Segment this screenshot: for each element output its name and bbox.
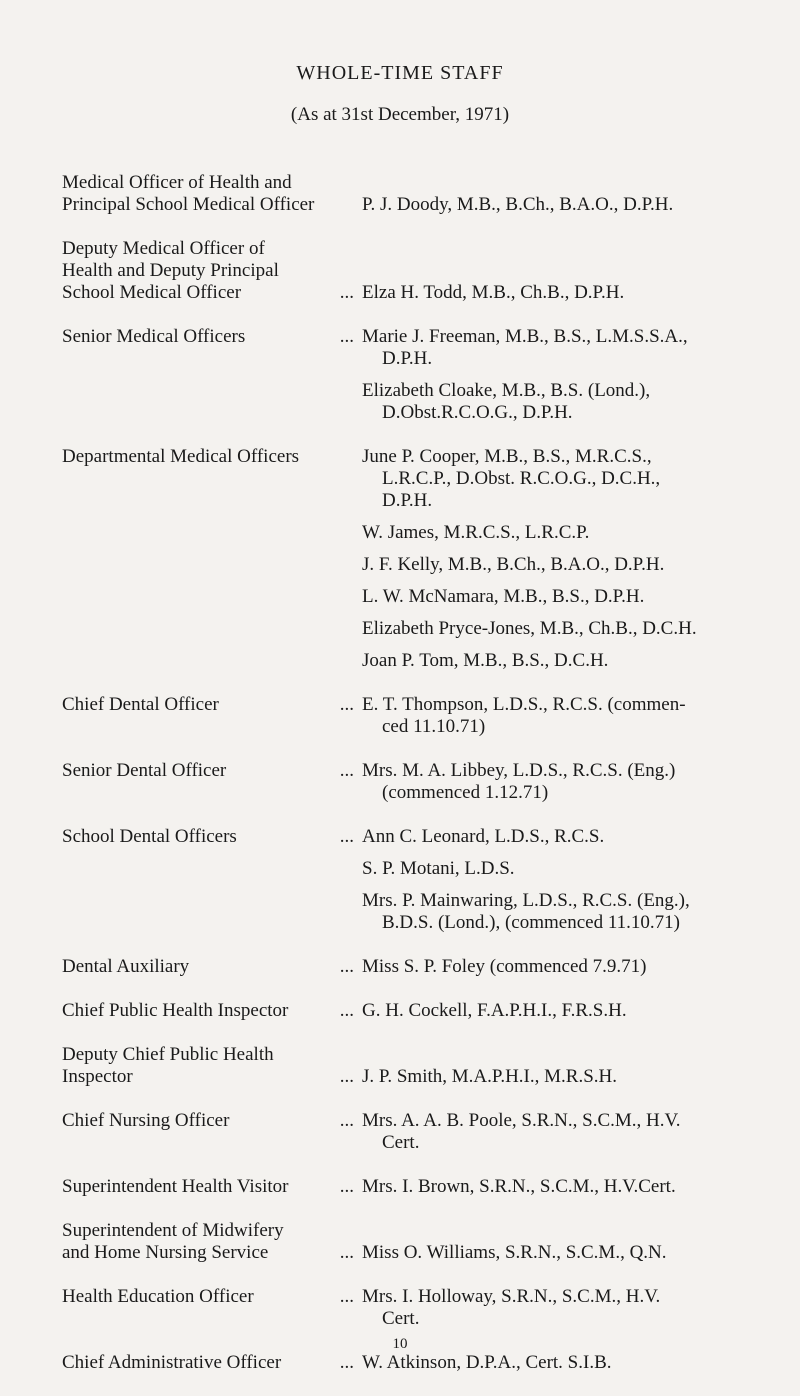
staff-person — [362, 446, 778, 512]
person-line: J. F. Kelly, M.B., B.Ch., B.A.O., D.P.H. — [362, 554, 665, 575]
person-line: June P. Cooper, M.B., B.S., M.R.C.S., — [362, 446, 652, 467]
person-line: L.R.C.P., D.Obst. R.C.O.G., D.C.H., — [382, 468, 661, 489]
person-line: Marie J. Freeman, M.B., B.S., L.M.S.S.A., — [362, 326, 688, 347]
staff-entry — [62, 1000, 778, 1022]
role-line-last — [62, 446, 362, 468]
staff-people — [362, 1000, 778, 1022]
staff-person — [362, 326, 778, 370]
role-line-last — [62, 1286, 362, 1308]
role-line: and Home Nursing Service — [62, 1242, 269, 1263]
staff-person — [362, 554, 778, 576]
role-line-last — [62, 326, 362, 348]
person-line: Elza H. Todd, M.B., Ch.B., D.P.H. — [362, 282, 625, 303]
role-line-last — [62, 194, 362, 216]
staff-person — [362, 1242, 778, 1264]
person-line: Joan P. Tom, M.B., B.S., D.C.H. — [362, 650, 609, 671]
person-line: D.Obst.R.C.O.G., D.P.H. — [382, 402, 573, 423]
role-line: School Dental Officers — [62, 826, 237, 847]
role-line: Health Education Officer — [62, 1286, 254, 1307]
staff-person — [362, 1066, 778, 1088]
staff-person — [362, 282, 778, 304]
staff-role — [62, 1286, 362, 1308]
role-line: School Medical Officer — [62, 282, 242, 303]
person-line: S. P. Motani, L.D.S. — [362, 858, 515, 879]
staff-people — [362, 172, 778, 216]
staff-person — [362, 890, 778, 934]
staff-role — [62, 1176, 362, 1198]
person-line: D.P.H. — [382, 348, 433, 369]
person-line: (commenced 1.12.71) — [382, 782, 549, 803]
staff-role — [62, 1000, 362, 1022]
role-line: Chief Administrative Officer — [62, 1352, 282, 1373]
role-line: Superintendent of Midwifery — [62, 1220, 284, 1241]
staff-people — [362, 1286, 778, 1330]
staff-person — [362, 858, 778, 880]
leader-dots: ... — [339, 1066, 354, 1087]
staff-person — [362, 522, 778, 544]
staff-entry — [62, 1044, 778, 1088]
leader-dots: ... — [339, 1286, 354, 1307]
staff-people — [362, 956, 778, 978]
person-line: Mrs. I. Holloway, S.R.N., S.C.M., H.V. — [362, 1286, 661, 1307]
role-line: Chief Public Health Inspector — [62, 1000, 289, 1021]
staff-person — [362, 826, 778, 848]
role-line-last — [62, 760, 362, 782]
leader-dots: ... — [339, 1176, 354, 1197]
leader-dots: ... — [339, 956, 354, 977]
staff-people — [362, 694, 778, 738]
staff-person — [362, 1000, 778, 1022]
staff-people — [362, 1110, 778, 1154]
staff-person — [362, 1352, 778, 1374]
staff-role — [62, 1220, 362, 1264]
role-line: Dental Auxiliary — [62, 956, 190, 977]
staff-entry — [62, 172, 778, 216]
role-line: Departmental Medical Officers — [62, 446, 300, 467]
staff-people — [362, 1220, 778, 1264]
person-line: Miss O. Williams, S.R.N., S.C.M., Q.N. — [362, 1242, 667, 1263]
staff-role — [62, 238, 362, 304]
staff-role — [62, 172, 362, 216]
staff-people — [362, 1044, 778, 1088]
staff-people — [362, 1352, 778, 1374]
leader-dots: ... — [339, 760, 354, 781]
page-subtitle: (As at 31st December, 1971) — [290, 104, 510, 125]
staff-entry — [62, 238, 778, 304]
staff-role — [62, 326, 362, 348]
staff-person — [362, 1110, 778, 1154]
staff-role — [62, 1044, 362, 1088]
staff-entry — [62, 1286, 778, 1330]
role-line: Superintendent Health Visitor — [62, 1176, 289, 1197]
person-line: Cert. — [382, 1308, 420, 1329]
leader-dots: ... — [339, 1000, 354, 1021]
role-line: Senior Dental Officer — [62, 760, 227, 781]
staff-person — [362, 194, 778, 216]
leader-dots: ... — [339, 282, 354, 303]
leader-dots: ... — [339, 694, 354, 715]
staff-entry — [62, 1220, 778, 1264]
staff-role — [62, 694, 362, 716]
person-line: ced 11.10.71) — [382, 716, 486, 737]
staff-people — [362, 446, 778, 672]
staff-person — [362, 760, 778, 804]
person-line: Mrs. M. A. Libbey, L.D.S., R.C.S. (Eng.) — [362, 760, 676, 781]
leader-dots: ... — [339, 326, 354, 347]
role-line-last — [62, 1110, 362, 1132]
role-line: Chief Dental Officer — [62, 694, 219, 715]
staff-person — [362, 694, 778, 738]
staff-person — [362, 380, 778, 424]
staff-role — [62, 760, 362, 782]
staff-person — [362, 956, 778, 978]
staff-role — [62, 826, 362, 848]
staff-role — [62, 1352, 362, 1374]
role-line: Chief Nursing Officer — [62, 1110, 230, 1131]
staff-list — [62, 172, 778, 1396]
role-line-last — [62, 1352, 362, 1374]
staff-entry — [62, 1352, 778, 1374]
staff-entry — [62, 694, 778, 738]
staff-people — [362, 326, 778, 424]
staff-role — [62, 1110, 362, 1132]
person-line: Mrs. P. Mainwaring, L.D.S., R.C.S. (Eng.), — [362, 890, 690, 911]
staff-person — [362, 1286, 778, 1330]
person-line: Mrs. I. Brown, S.R.N., S.C.M., H.V.Cert. — [362, 1176, 676, 1197]
leader-dots — [299, 446, 362, 468]
person-line: P. J. Doody, M.B., B.Ch., B.A.O., D.P.H. — [362, 194, 674, 215]
staff-entry — [62, 1110, 778, 1154]
staff-person — [362, 1176, 778, 1198]
role-line: Senior Medical Officers — [62, 326, 246, 347]
role-line-last — [62, 956, 362, 978]
person-line: G. H. Cockell, F.A.P.H.I., F.R.S.H. — [362, 1000, 627, 1021]
role-line-last — [62, 1242, 362, 1264]
leader-dots: ... — [339, 1242, 354, 1263]
person-line: Mrs. A. A. B. Poole, S.R.N., S.C.M., H.V. — [362, 1110, 681, 1131]
person-line: W. James, M.R.C.S., L.R.C.P. — [362, 522, 590, 543]
staff-person — [362, 650, 778, 672]
person-line: Cert. — [382, 1132, 420, 1153]
role-line: Health and Deputy Principal — [62, 260, 279, 281]
person-line: Elizabeth Cloake, M.B., B.S. (Lond.), — [362, 380, 651, 401]
role-line: Deputy Chief Public Health — [62, 1044, 274, 1065]
role-line-last — [62, 282, 362, 304]
staff-entry — [62, 446, 778, 672]
person-line: E. T. Thompson, L.D.S., R.C.S. (commen- — [362, 694, 686, 715]
role-line-last — [62, 1066, 362, 1088]
person-line: Elizabeth Pryce-Jones, M.B., Ch.B., D.C.H. — [362, 618, 697, 639]
staff-entry — [62, 1176, 778, 1198]
person-line: Miss S. P. Foley (commenced 7.9.71) — [362, 956, 647, 977]
staff-entry — [62, 826, 778, 934]
page-number: 10 — [392, 1336, 408, 1352]
staff-role — [62, 956, 362, 978]
staff-entry — [62, 956, 778, 978]
leader-dots: ... — [339, 826, 354, 847]
leader-dots: ... — [339, 1352, 354, 1373]
page-title: WHOLE-TIME STAFF — [296, 62, 504, 84]
role-line-last — [62, 1176, 362, 1198]
staff-people — [362, 826, 778, 934]
staff-entry — [62, 326, 778, 424]
staff-role — [62, 446, 362, 468]
role-line-last — [62, 1000, 362, 1022]
staff-people — [362, 1176, 778, 1198]
staff-people — [362, 238, 778, 304]
role-line-last — [62, 694, 362, 716]
staff-people — [362, 760, 778, 804]
person-line: D.P.H. — [382, 490, 433, 511]
role-line: Medical Officer of Health and — [62, 172, 292, 193]
leader-dots — [314, 194, 362, 216]
person-line: J. P. Smith, M.A.P.H.I., M.R.S.H. — [362, 1066, 617, 1087]
role-line-last — [62, 826, 362, 848]
person-line: B.D.S. (Lond.), (commenced 11.10.71) — [382, 912, 680, 933]
staff-entry — [62, 760, 778, 804]
role-line: Deputy Medical Officer of — [62, 238, 265, 259]
person-line: Ann C. Leonard, L.D.S., R.C.S. — [362, 826, 605, 847]
role-line: Inspector — [62, 1066, 133, 1087]
person-line: W. Atkinson, D.P.A., Cert. S.I.B. — [362, 1352, 612, 1373]
role-line: Principal School Medical Officer — [62, 194, 315, 215]
person-line: L. W. McNamara, M.B., B.S., D.P.H. — [362, 586, 645, 607]
staff-person — [362, 586, 778, 608]
leader-dots: ... — [339, 1110, 354, 1131]
staff-person — [362, 618, 778, 640]
